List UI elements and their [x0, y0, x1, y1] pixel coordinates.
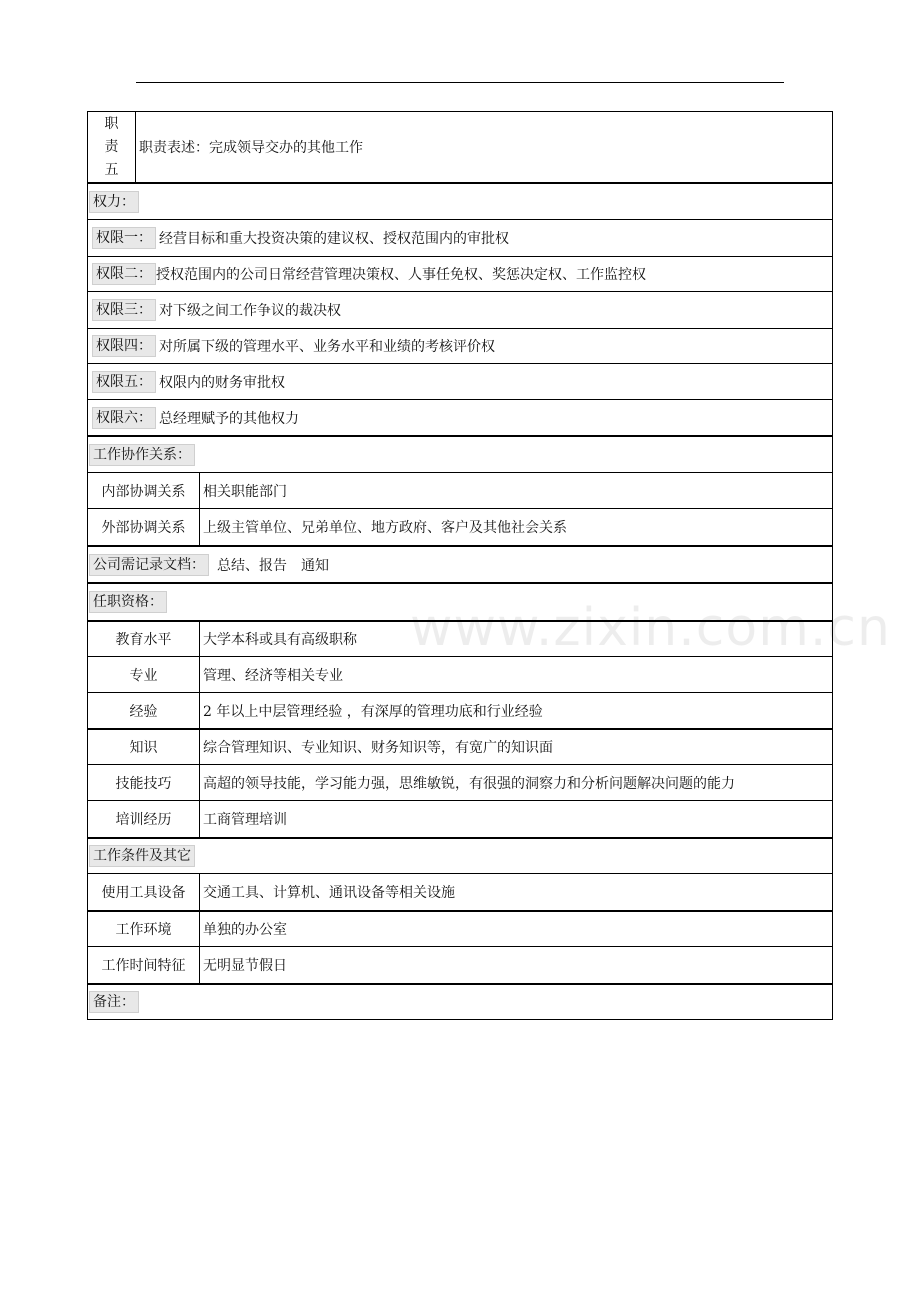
job-description-table — [87, 111, 833, 1020]
power-item-label: 权限三： — [92, 299, 156, 321]
conditions-value: 无明显节假日 — [203, 958, 287, 974]
remarks-row — [88, 983, 832, 1019]
power-item-row — [88, 399, 832, 435]
power-item-text: 总经理赋予的其他权力 — [159, 410, 299, 427]
qualification-label: 教育水平 — [88, 622, 200, 656]
power-item-label: 权限一： — [92, 227, 156, 249]
qualification-label: 知识 — [88, 730, 200, 764]
qualification-value: 大学本科或具有高级职称 — [203, 632, 357, 648]
qualification-value: 工商管理培训 — [203, 812, 287, 828]
header-rule — [136, 82, 784, 83]
duty-5-row — [88, 112, 832, 182]
cooperation-header: 工作协作关系： — [89, 444, 195, 466]
conditions-row — [88, 873, 832, 910]
power-item-text: 权限内的财务审批权 — [159, 374, 285, 391]
qualification-value: 2 年以上中层管理经验 ，有深厚的管理功底和行业经验 — [203, 703, 543, 720]
qualification-header-row — [88, 582, 832, 620]
qualification-row — [88, 656, 832, 692]
power-header: 权力： — [89, 191, 139, 213]
duty-5-label-char: 责 — [104, 138, 119, 155]
power-item-row — [88, 219, 832, 256]
qualification-row — [88, 620, 832, 656]
conditions-header: 工作条件及其它 — [89, 845, 195, 867]
records-header: 公司需记录文档： — [89, 554, 209, 576]
qualification-header: 任职资格： — [89, 591, 167, 613]
power-item-text: 经营目标和重大投资决策的建议权、授权范围内的审批权 — [159, 231, 509, 247]
records-value: 总结、报告 通知 — [217, 557, 329, 574]
qualification-row — [88, 728, 832, 764]
records-row — [88, 545, 832, 582]
conditions-header-row — [88, 837, 832, 873]
power-item-label: 权限二： — [92, 263, 156, 285]
cooperation-row — [88, 472, 832, 508]
power-item-label: 权限五： — [92, 371, 156, 393]
cooperation-label: 外部协调关系 — [88, 509, 200, 545]
duty-5-label-char: 五 — [104, 161, 119, 178]
power-item-row — [88, 291, 832, 328]
conditions-label: 工作环境 — [88, 912, 200, 946]
cooperation-row — [88, 508, 832, 545]
duty-5-label — [88, 112, 136, 182]
power-item-text: 对所属下级的管理水平、业务水平和业绩的考核评价权 — [159, 339, 495, 355]
qualification-label: 技能技巧 — [88, 765, 200, 800]
power-item-text: 授权范围内的公司日常经营管理决策权、人事任免权、奖惩决定权、工作监控权 — [156, 267, 646, 283]
power-item-row — [88, 256, 832, 291]
conditions-value: 交通工具、计算机、通讯设备等相关设施 — [203, 885, 455, 901]
qualification-value: 管理、经济等相关专业 — [203, 667, 343, 684]
qualification-value: 高超的领导技能，学习能力强，思维敏锐，有很强的洞察力和分析问题解决问题的能力 — [203, 775, 735, 792]
qualification-row — [88, 692, 832, 728]
conditions-label: 工作时间特征 — [88, 947, 200, 983]
qualification-label: 培训经历 — [88, 801, 200, 837]
cooperation-label: 内部协调关系 — [88, 473, 200, 508]
watermark: www.zixin.com.cn — [410, 598, 891, 658]
power-item-text: 对下级之间工作争议的裁决权 — [159, 303, 341, 319]
conditions-label: 使用工具设备 — [88, 874, 200, 910]
conditions-row — [88, 946, 832, 983]
qualification-label: 经验 — [88, 693, 200, 728]
qualification-label: 专业 — [88, 657, 200, 692]
power-item-label: 权限六： — [92, 407, 156, 429]
duty-5-label-char: 职 — [104, 115, 119, 132]
cooperation-value: 相关职能部门 — [203, 483, 287, 500]
qualification-row — [88, 764, 832, 800]
duty-5-text: 职责表述：完成领导交办的其他工作 — [139, 140, 363, 156]
power-item-label: 权限四： — [92, 335, 156, 357]
remarks-header: 备注： — [89, 991, 139, 1013]
qualification-value: 综合管理知识、专业知识、财务知识等，有宽广的知识面 — [203, 740, 553, 756]
power-item-row — [88, 328, 832, 363]
conditions-value: 单独的办公室 — [203, 922, 287, 938]
cooperation-value: 上级主管单位、兄弟单位、地方政府、客户及其他社会关系 — [203, 520, 567, 536]
cooperation-header-row — [88, 435, 832, 472]
conditions-row — [88, 910, 832, 946]
power-item-row — [88, 363, 832, 399]
qualification-row — [88, 800, 832, 837]
power-header-row — [88, 182, 832, 219]
